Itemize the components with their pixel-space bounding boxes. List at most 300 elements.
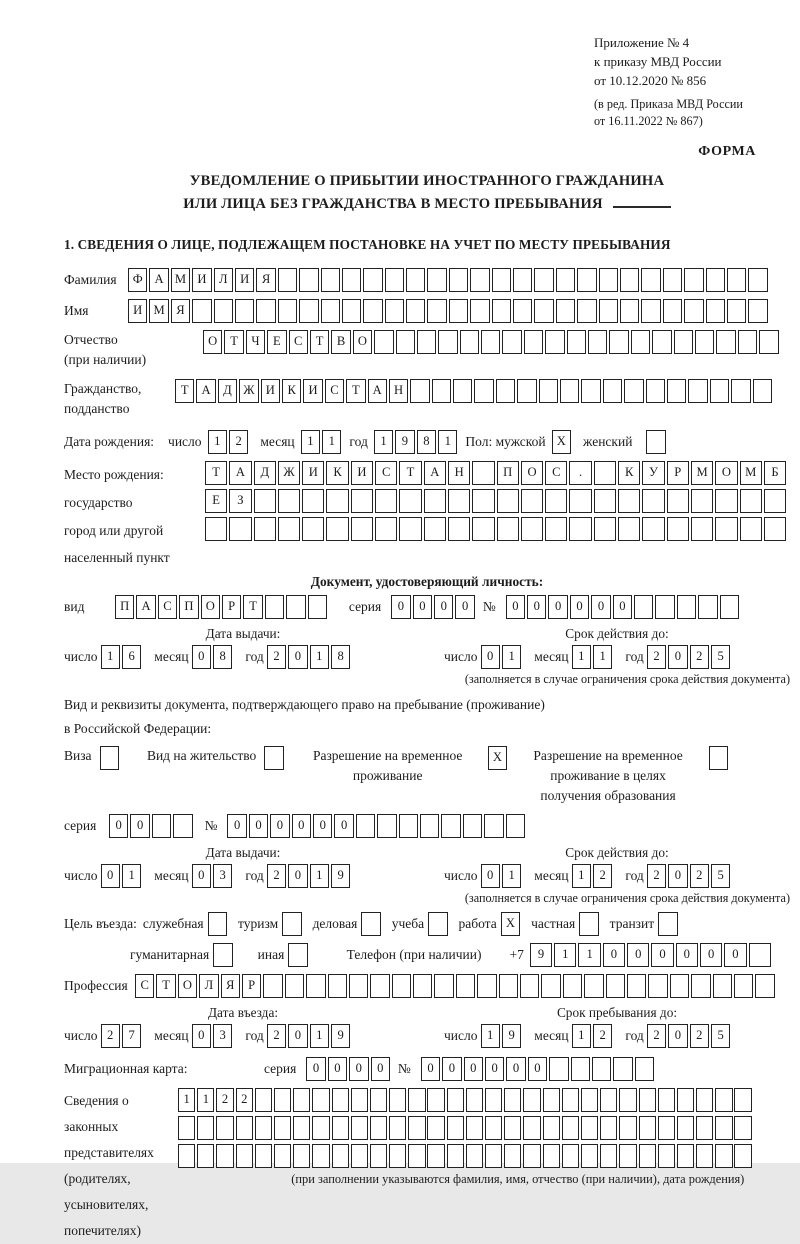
char-cell[interactable] [265, 595, 284, 619]
char-cell[interactable]: 1 [208, 430, 227, 454]
char-cell[interactable]: И [351, 461, 373, 485]
char-cell[interactable]: 0 [421, 1057, 440, 1081]
char-cell[interactable]: 2 [647, 864, 666, 888]
char-cell[interactable]: 0 [328, 1057, 347, 1081]
char-cell[interactable] [389, 1144, 406, 1168]
char-cell[interactable] [600, 1088, 617, 1112]
char-cell[interactable] [351, 1144, 368, 1168]
char-cell[interactable] [545, 489, 567, 513]
char-cell[interactable] [606, 974, 625, 998]
char-cell[interactable] [748, 268, 767, 292]
char-cell[interactable] [594, 517, 616, 541]
char-cell[interactable] [646, 379, 665, 403]
char-cell[interactable] [609, 330, 628, 354]
char-cell[interactable]: М [740, 461, 762, 485]
char-cell[interactable] [472, 489, 494, 513]
char-cell[interactable]: 0 [292, 814, 311, 838]
char-cell[interactable]: 0 [270, 814, 289, 838]
char-cell[interactable] [624, 379, 643, 403]
char-cell[interactable] [688, 379, 707, 403]
char-cell[interactable] [236, 1144, 253, 1168]
char-cell[interactable] [197, 1116, 214, 1140]
char-cell[interactable] [410, 379, 429, 403]
char-cell[interactable] [696, 1088, 713, 1112]
char-cell[interactable] [667, 489, 689, 513]
char-cell[interactable]: 0 [570, 595, 589, 619]
char-cell[interactable] [328, 974, 347, 998]
char-cell[interactable] [278, 517, 300, 541]
char-cell[interactable] [523, 1144, 540, 1168]
char-cell[interactable]: 0 [627, 943, 649, 967]
char-cell[interactable] [639, 1088, 656, 1112]
char-cell[interactable]: С [289, 330, 308, 354]
char-cell[interactable] [236, 1116, 253, 1140]
char-cell[interactable]: 1 [593, 645, 612, 669]
char-cell[interactable]: 1 [374, 430, 393, 454]
char-cell[interactable] [192, 299, 211, 323]
char-cell[interactable]: Т [205, 461, 227, 485]
char-cell[interactable] [648, 974, 667, 998]
char-cell[interactable] [447, 1088, 464, 1112]
char-cell[interactable]: И [303, 379, 322, 403]
char-cell[interactable] [427, 1088, 444, 1112]
char-cell[interactable] [308, 595, 327, 619]
char-cell[interactable] [581, 379, 600, 403]
char-cell[interactable] [286, 595, 305, 619]
char-cell[interactable] [370, 1116, 387, 1140]
char-cell[interactable]: К [618, 461, 640, 485]
char-cell[interactable]: Н [389, 379, 408, 403]
char-cell[interactable] [424, 489, 446, 513]
char-cell[interactable] [361, 912, 380, 936]
char-cell[interactable]: 1 [554, 943, 576, 967]
char-cell[interactable] [278, 299, 297, 323]
char-cell[interactable] [406, 268, 425, 292]
char-cell[interactable]: 0 [313, 814, 332, 838]
char-cell[interactable] [569, 517, 591, 541]
char-cell[interactable] [392, 974, 411, 998]
char-cell[interactable]: 0 [455, 595, 474, 619]
char-cell[interactable] [663, 268, 682, 292]
char-cell[interactable] [670, 974, 689, 998]
char-cell[interactable]: З [229, 489, 251, 513]
char-cell[interactable] [472, 461, 494, 485]
char-cell[interactable] [396, 330, 415, 354]
char-cell[interactable] [449, 268, 468, 292]
char-cell[interactable]: 0 [668, 864, 687, 888]
char-cell[interactable] [627, 974, 646, 998]
char-cell[interactable]: И [235, 268, 254, 292]
char-cell[interactable] [677, 1088, 694, 1112]
char-cell[interactable] [658, 1116, 675, 1140]
char-cell[interactable] [100, 746, 119, 770]
char-cell[interactable] [492, 299, 511, 323]
char-cell[interactable]: 0 [603, 943, 625, 967]
char-cell[interactable]: 0 [651, 943, 673, 967]
char-cell[interactable] [504, 1116, 521, 1140]
char-cell[interactable]: 9 [331, 1024, 350, 1048]
char-cell[interactable] [385, 268, 404, 292]
char-cell[interactable] [549, 1057, 568, 1081]
char-cell[interactable]: 1 [572, 645, 591, 669]
char-cell[interactable]: X [501, 912, 520, 936]
char-cell[interactable] [312, 1116, 329, 1140]
char-cell[interactable] [684, 299, 703, 323]
char-cell[interactable]: 1 [301, 430, 320, 454]
char-cell[interactable] [472, 517, 494, 541]
char-cell[interactable] [449, 299, 468, 323]
char-cell[interactable] [706, 299, 725, 323]
char-cell[interactable] [466, 1144, 483, 1168]
char-cell[interactable]: 0 [130, 814, 149, 838]
char-cell[interactable] [663, 299, 682, 323]
char-cell[interactable]: О [203, 330, 222, 354]
char-cell[interactable] [255, 1144, 272, 1168]
char-cell[interactable]: 1 [502, 645, 521, 669]
char-cell[interactable] [562, 1116, 579, 1140]
char-cell[interactable] [709, 746, 728, 770]
char-cell[interactable]: 2 [267, 645, 286, 669]
char-cell[interactable] [399, 489, 421, 513]
char-cell[interactable] [432, 379, 451, 403]
char-cell[interactable] [534, 268, 553, 292]
char-cell[interactable]: 5 [711, 864, 730, 888]
char-cell[interactable] [715, 1088, 732, 1112]
char-cell[interactable] [349, 974, 368, 998]
char-cell[interactable] [152, 814, 171, 838]
char-cell[interactable] [448, 489, 470, 513]
char-cell[interactable]: Л [199, 974, 218, 998]
char-cell[interactable]: М [171, 268, 190, 292]
char-cell[interactable] [560, 379, 579, 403]
char-cell[interactable]: 2 [101, 1024, 120, 1048]
char-cell[interactable] [466, 1116, 483, 1140]
char-cell[interactable] [235, 299, 254, 323]
char-cell[interactable] [543, 1144, 560, 1168]
char-cell[interactable]: О [201, 595, 220, 619]
char-cell[interactable] [408, 1144, 425, 1168]
char-cell[interactable]: А [136, 595, 155, 619]
char-cell[interactable] [408, 1088, 425, 1112]
char-cell[interactable] [658, 912, 677, 936]
char-cell[interactable] [434, 974, 453, 998]
char-cell[interactable] [594, 461, 616, 485]
char-cell[interactable]: 0 [481, 645, 500, 669]
char-cell[interactable]: 0 [371, 1057, 390, 1081]
char-cell[interactable]: 1 [438, 430, 457, 454]
char-cell[interactable] [427, 1116, 444, 1140]
char-cell[interactable] [441, 814, 460, 838]
char-cell[interactable] [363, 299, 382, 323]
char-cell[interactable]: И [192, 268, 211, 292]
char-cell[interactable]: Т [346, 379, 365, 403]
char-cell[interactable] [534, 299, 553, 323]
char-cell[interactable] [370, 1088, 387, 1112]
char-cell[interactable]: Я [256, 268, 275, 292]
char-cell[interactable]: 0 [249, 814, 268, 838]
char-cell[interactable] [563, 974, 582, 998]
char-cell[interactable]: 0 [506, 1057, 525, 1081]
char-cell[interactable]: Е [267, 330, 286, 354]
char-cell[interactable]: 1 [310, 1024, 329, 1048]
char-cell[interactable] [523, 1116, 540, 1140]
char-cell[interactable] [413, 974, 432, 998]
char-cell[interactable] [706, 268, 725, 292]
char-cell[interactable]: 0 [700, 943, 722, 967]
char-cell[interactable] [448, 517, 470, 541]
char-cell[interactable] [447, 1116, 464, 1140]
char-cell[interactable]: 1 [310, 864, 329, 888]
char-cell[interactable]: 2 [690, 1024, 709, 1048]
char-cell[interactable]: 0 [528, 1057, 547, 1081]
char-cell[interactable] [618, 517, 640, 541]
char-cell[interactable]: 0 [334, 814, 353, 838]
char-cell[interactable]: 0 [464, 1057, 483, 1081]
char-cell[interactable] [254, 489, 276, 513]
char-cell[interactable] [513, 299, 532, 323]
char-cell[interactable] [213, 943, 232, 967]
char-cell[interactable]: 9 [395, 430, 414, 454]
char-cell[interactable]: 1 [178, 1088, 195, 1112]
char-cell[interactable] [738, 330, 757, 354]
char-cell[interactable]: 0 [391, 595, 410, 619]
char-cell[interactable] [543, 1088, 560, 1112]
char-cell[interactable] [342, 268, 361, 292]
char-cell[interactable]: 0 [668, 645, 687, 669]
char-cell[interactable]: В [331, 330, 350, 354]
char-cell[interactable]: О [521, 461, 543, 485]
char-cell[interactable]: 7 [122, 1024, 141, 1048]
char-cell[interactable] [599, 268, 618, 292]
char-cell[interactable]: 3 [213, 1024, 232, 1048]
char-cell[interactable] [453, 379, 472, 403]
char-cell[interactable] [481, 330, 500, 354]
char-cell[interactable] [641, 268, 660, 292]
char-cell[interactable]: 0 [192, 1024, 211, 1048]
char-cell[interactable]: 1 [197, 1088, 214, 1112]
char-cell[interactable] [716, 330, 735, 354]
char-cell[interactable] [696, 1116, 713, 1140]
char-cell[interactable]: К [282, 379, 301, 403]
char-cell[interactable] [506, 814, 525, 838]
char-cell[interactable]: 2 [267, 1024, 286, 1048]
char-cell[interactable]: С [325, 379, 344, 403]
char-cell[interactable] [208, 912, 227, 936]
char-cell[interactable] [715, 517, 737, 541]
char-cell[interactable] [389, 1116, 406, 1140]
char-cell[interactable] [594, 489, 616, 513]
char-cell[interactable] [497, 489, 519, 513]
char-cell[interactable] [545, 330, 564, 354]
char-cell[interactable] [592, 1057, 611, 1081]
char-cell[interactable] [521, 489, 543, 513]
char-cell[interactable]: И [128, 299, 147, 323]
char-cell[interactable] [698, 595, 717, 619]
char-cell[interactable]: X [488, 746, 507, 770]
char-cell[interactable] [543, 1116, 560, 1140]
char-cell[interactable] [216, 1144, 233, 1168]
char-cell[interactable] [579, 912, 598, 936]
char-cell[interactable] [424, 517, 446, 541]
char-cell[interactable] [299, 268, 318, 292]
char-cell[interactable] [684, 268, 703, 292]
char-cell[interactable]: 0 [724, 943, 746, 967]
char-cell[interactable] [375, 517, 397, 541]
char-cell[interactable]: Л [214, 268, 233, 292]
char-cell[interactable]: Т [399, 461, 421, 485]
char-cell[interactable]: . [569, 461, 591, 485]
char-cell[interactable] [639, 1116, 656, 1140]
char-cell[interactable] [569, 489, 591, 513]
char-cell[interactable] [499, 974, 518, 998]
char-cell[interactable]: 0 [548, 595, 567, 619]
char-cell[interactable] [504, 1088, 521, 1112]
char-cell[interactable] [274, 1144, 291, 1168]
char-cell[interactable]: 2 [236, 1088, 253, 1112]
char-cell[interactable]: А [368, 379, 387, 403]
char-cell[interactable] [312, 1144, 329, 1168]
char-cell[interactable]: 0 [192, 864, 211, 888]
char-cell[interactable] [326, 517, 348, 541]
char-cell[interactable] [497, 517, 519, 541]
char-cell[interactable]: Д [254, 461, 276, 485]
char-cell[interactable]: 2 [647, 1024, 666, 1048]
char-cell[interactable] [619, 1116, 636, 1140]
char-cell[interactable]: Д [218, 379, 237, 403]
char-cell[interactable]: 8 [213, 645, 232, 669]
char-cell[interactable]: 0 [109, 814, 128, 838]
char-cell[interactable]: И [302, 461, 324, 485]
char-cell[interactable]: 0 [288, 1024, 307, 1048]
char-cell[interactable] [438, 330, 457, 354]
char-cell[interactable] [399, 517, 421, 541]
char-cell[interactable] [759, 330, 778, 354]
char-cell[interactable]: Ж [278, 461, 300, 485]
char-cell[interactable]: 0 [668, 1024, 687, 1048]
char-cell[interactable]: Е [205, 489, 227, 513]
char-cell[interactable] [571, 1057, 590, 1081]
char-cell[interactable]: 8 [331, 645, 350, 669]
char-cell[interactable]: А [196, 379, 215, 403]
char-cell[interactable] [255, 1088, 272, 1112]
char-cell[interactable]: Я [171, 299, 190, 323]
char-cell[interactable] [278, 489, 300, 513]
char-cell[interactable] [363, 268, 382, 292]
char-cell[interactable] [539, 379, 558, 403]
char-cell[interactable] [619, 1088, 636, 1112]
char-cell[interactable] [356, 814, 375, 838]
char-cell[interactable]: М [149, 299, 168, 323]
char-cell[interactable] [299, 299, 318, 323]
char-cell[interactable] [691, 974, 710, 998]
char-cell[interactable]: Т [243, 595, 262, 619]
char-cell[interactable]: 0 [101, 864, 120, 888]
char-cell[interactable]: 5 [711, 645, 730, 669]
char-cell[interactable] [545, 517, 567, 541]
char-cell[interactable] [485, 1088, 502, 1112]
char-cell[interactable] [321, 299, 340, 323]
char-cell[interactable]: 0 [306, 1057, 325, 1081]
char-cell[interactable]: 0 [227, 814, 246, 838]
char-cell[interactable] [351, 1116, 368, 1140]
char-cell[interactable] [502, 330, 521, 354]
char-cell[interactable]: 0 [591, 595, 610, 619]
char-cell[interactable] [581, 1088, 598, 1112]
char-cell[interactable] [466, 1088, 483, 1112]
char-cell[interactable] [408, 1116, 425, 1140]
char-cell[interactable] [677, 1116, 694, 1140]
char-cell[interactable] [710, 379, 729, 403]
char-cell[interactable] [427, 268, 446, 292]
char-cell[interactable]: Ж [239, 379, 258, 403]
char-cell[interactable] [635, 1057, 654, 1081]
char-cell[interactable]: 1 [502, 864, 521, 888]
char-cell[interactable]: 0 [481, 864, 500, 888]
char-cell[interactable] [370, 974, 389, 998]
char-cell[interactable] [556, 299, 575, 323]
char-cell[interactable] [385, 299, 404, 323]
char-cell[interactable] [581, 1116, 598, 1140]
char-cell[interactable] [541, 974, 560, 998]
char-cell[interactable] [427, 1144, 444, 1168]
char-cell[interactable] [731, 379, 750, 403]
char-cell[interactable]: 5 [711, 1024, 730, 1048]
char-cell[interactable] [674, 330, 693, 354]
char-cell[interactable]: 9 [502, 1024, 521, 1048]
char-cell[interactable] [521, 517, 543, 541]
char-cell[interactable]: 1 [310, 645, 329, 669]
char-cell[interactable] [667, 517, 689, 541]
char-cell[interactable] [677, 595, 696, 619]
char-cell[interactable] [256, 299, 275, 323]
char-cell[interactable] [734, 1144, 751, 1168]
char-cell[interactable] [470, 299, 489, 323]
char-cell[interactable] [374, 330, 393, 354]
char-cell[interactable] [641, 299, 660, 323]
char-cell[interactable] [274, 1116, 291, 1140]
char-cell[interactable]: О [178, 974, 197, 998]
char-cell[interactable]: Т [224, 330, 243, 354]
char-cell[interactable] [342, 299, 361, 323]
char-cell[interactable]: 2 [690, 645, 709, 669]
char-cell[interactable] [749, 943, 771, 967]
char-cell[interactable] [351, 1088, 368, 1112]
char-cell[interactable] [740, 489, 762, 513]
char-cell[interactable] [727, 268, 746, 292]
char-cell[interactable] [282, 912, 301, 936]
char-cell[interactable] [420, 814, 439, 838]
char-cell[interactable] [764, 489, 786, 513]
char-cell[interactable]: Ч [246, 330, 265, 354]
char-cell[interactable]: 2 [593, 1024, 612, 1048]
char-cell[interactable] [677, 1144, 694, 1168]
char-cell[interactable] [288, 943, 307, 967]
char-cell[interactable] [600, 1116, 617, 1140]
char-cell[interactable] [613, 1057, 632, 1081]
char-cell[interactable] [642, 489, 664, 513]
char-cell[interactable] [205, 517, 227, 541]
char-cell[interactable] [727, 299, 746, 323]
char-cell[interactable] [332, 1088, 349, 1112]
char-cell[interactable]: 0 [676, 943, 698, 967]
char-cell[interactable]: Т [310, 330, 329, 354]
char-cell[interactable]: 9 [331, 864, 350, 888]
char-cell[interactable]: 2 [593, 864, 612, 888]
char-cell[interactable] [577, 299, 596, 323]
char-cell[interactable] [620, 268, 639, 292]
char-cell[interactable]: О [353, 330, 372, 354]
char-cell[interactable]: С [135, 974, 154, 998]
